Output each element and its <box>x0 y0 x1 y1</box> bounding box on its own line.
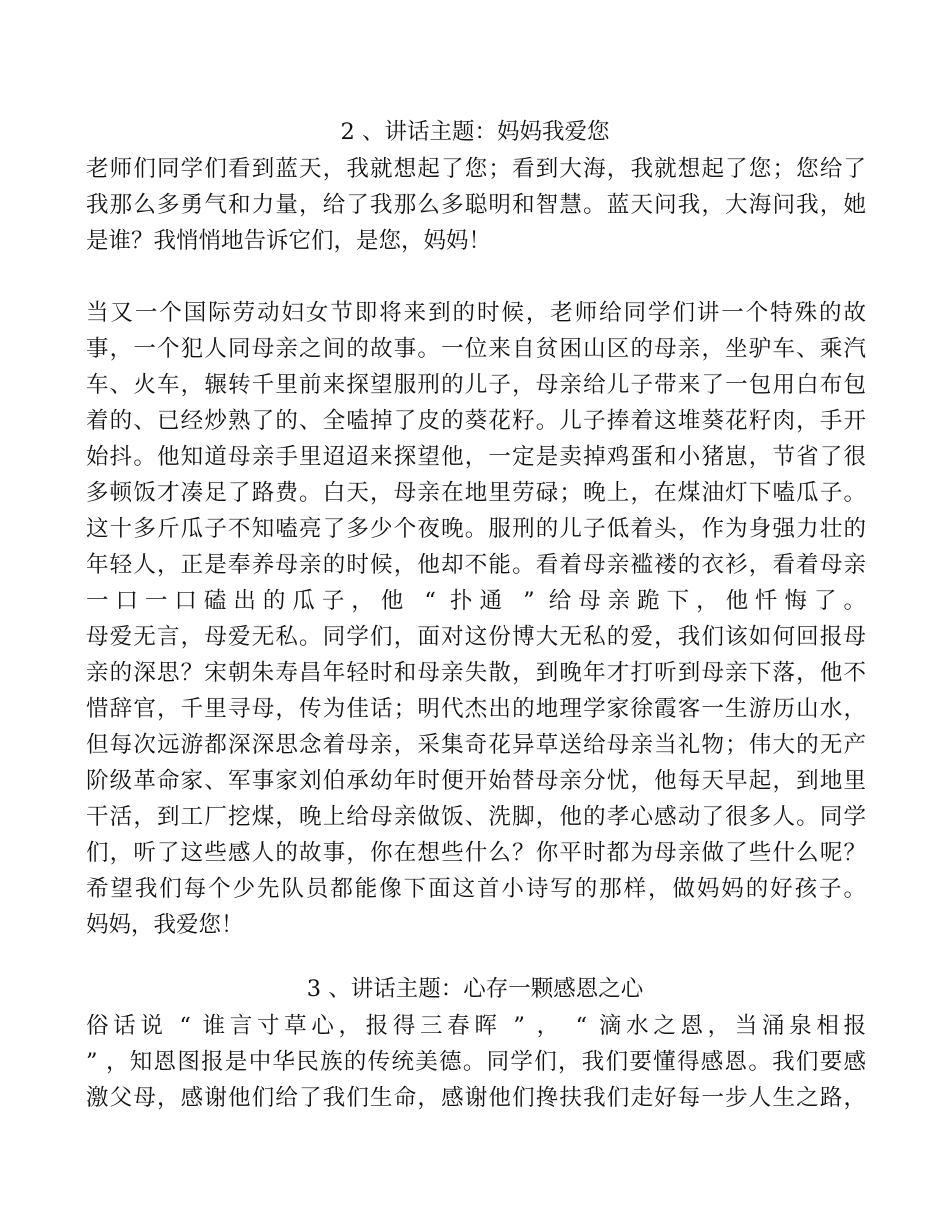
paragraph-line: 母爱无言，母爱无私。同学们，面对这份博大无私的爱，我们该如何回报母 <box>86 624 866 650</box>
paragraph-line: 车、火车，辗转千里前来探望服刑的儿子，母亲给儿子带来了一包用白布包 <box>86 372 866 398</box>
paragraph-line: 多顿饭才凑足了路费。白天，母亲在地里劳碌；晚上，在煤油灯下嗑瓜子。 <box>86 480 866 506</box>
paragraph-line: 妈妈，我爱您！ <box>86 912 244 938</box>
paragraph-line: ” ，知恩图报是中华民族的传统美德。同学们，我们要懂得感恩。我们要感 <box>86 1049 866 1075</box>
section-2-heading: 2 、讲话主题：妈妈我爱您 <box>340 119 610 145</box>
paragraph-line: 我那么多勇气和力量，给了我那么多聪明和智慧。蓝天问我，大海问我，她 <box>86 192 866 218</box>
paragraph-line: 是谁？我悄悄地告诉它们，是您，妈妈！ <box>86 228 492 254</box>
paragraph-line: 激父母，感谢他们给了我们生命，感谢他们搀扶我们走好每一步人生之路， <box>86 1085 866 1111</box>
paragraph-line: 惜辞官，千里寻母，传为佳话；明代杰出的地理学家徐霞客一生游历山水， <box>86 696 866 722</box>
paragraph-line: 当又一个国际劳动妇女节即将来到的时候，老师给同学们讲一个特殊的故 <box>86 300 866 326</box>
paragraph-line: 俗话说 “ 谁言寸草心，报得三春晖 ” ， “ 滴水之恩，当涌泉相报 <box>86 1013 866 1039</box>
paragraph-line: 们，听了这些感人的故事，你在想些什么？你平时都为母亲做了些什么呢？ <box>86 840 866 866</box>
paragraph-line: 始抖。他知道母亲手里迢迢来探望他，一定是卖掉鸡蛋和小猪崽，节省了很 <box>86 444 866 470</box>
section-3-heading: 3 、讲话主题：心存一颗感恩之心 <box>306 976 644 1002</box>
paragraph-line: 但每次远游都深深思念着母亲，采集奇花异草送给母亲当礼物；伟大的无产 <box>86 732 866 758</box>
paragraph-line: 一口一口磕出的瓜子，他 “ 扑通 ” 给母亲跪下，他忏悔了。 <box>86 588 866 614</box>
paragraph-line: 老师们同学们看到蓝天，我就想起了您；看到大海，我就想起了您；您给了 <box>86 156 866 182</box>
paragraph-line: 干活，到工厂挖煤，晚上给母亲做饭、洗脚，他的孝心感动了很多人。同学 <box>86 804 866 830</box>
paragraph-line: 这十多斤瓜子不知嗑亮了多少个夜晚。服刑的儿子低着头，作为身强力壮的 <box>86 516 866 542</box>
paragraph-line: 事，一个犯人同母亲之间的故事。一位来自贫困山区的母亲，坐驴车、乘汽 <box>86 336 866 362</box>
paragraph-line: 着的、已经炒熟了的、全嗑掉了皮的葵花籽。儿子捧着这堆葵花籽肉，手开 <box>86 408 866 434</box>
paragraph-line: 阶级革命家、军事家刘伯承幼年时便开始替母亲分忧，他每天早起，到地里 <box>86 768 866 794</box>
paragraph-line: 希望我们每个少先队员都能像下面这首小诗写的那样，做妈妈的好孩子。 <box>86 876 866 902</box>
paragraph-line: 年轻人，正是奉养母亲的时候，他却不能。看着母亲褴褛的衣衫，看着母亲 <box>86 552 866 578</box>
paragraph-line: 亲的深思？宋朝朱寿昌年轻时和母亲失散，到晚年才打听到母亲下落，他不 <box>86 660 866 686</box>
